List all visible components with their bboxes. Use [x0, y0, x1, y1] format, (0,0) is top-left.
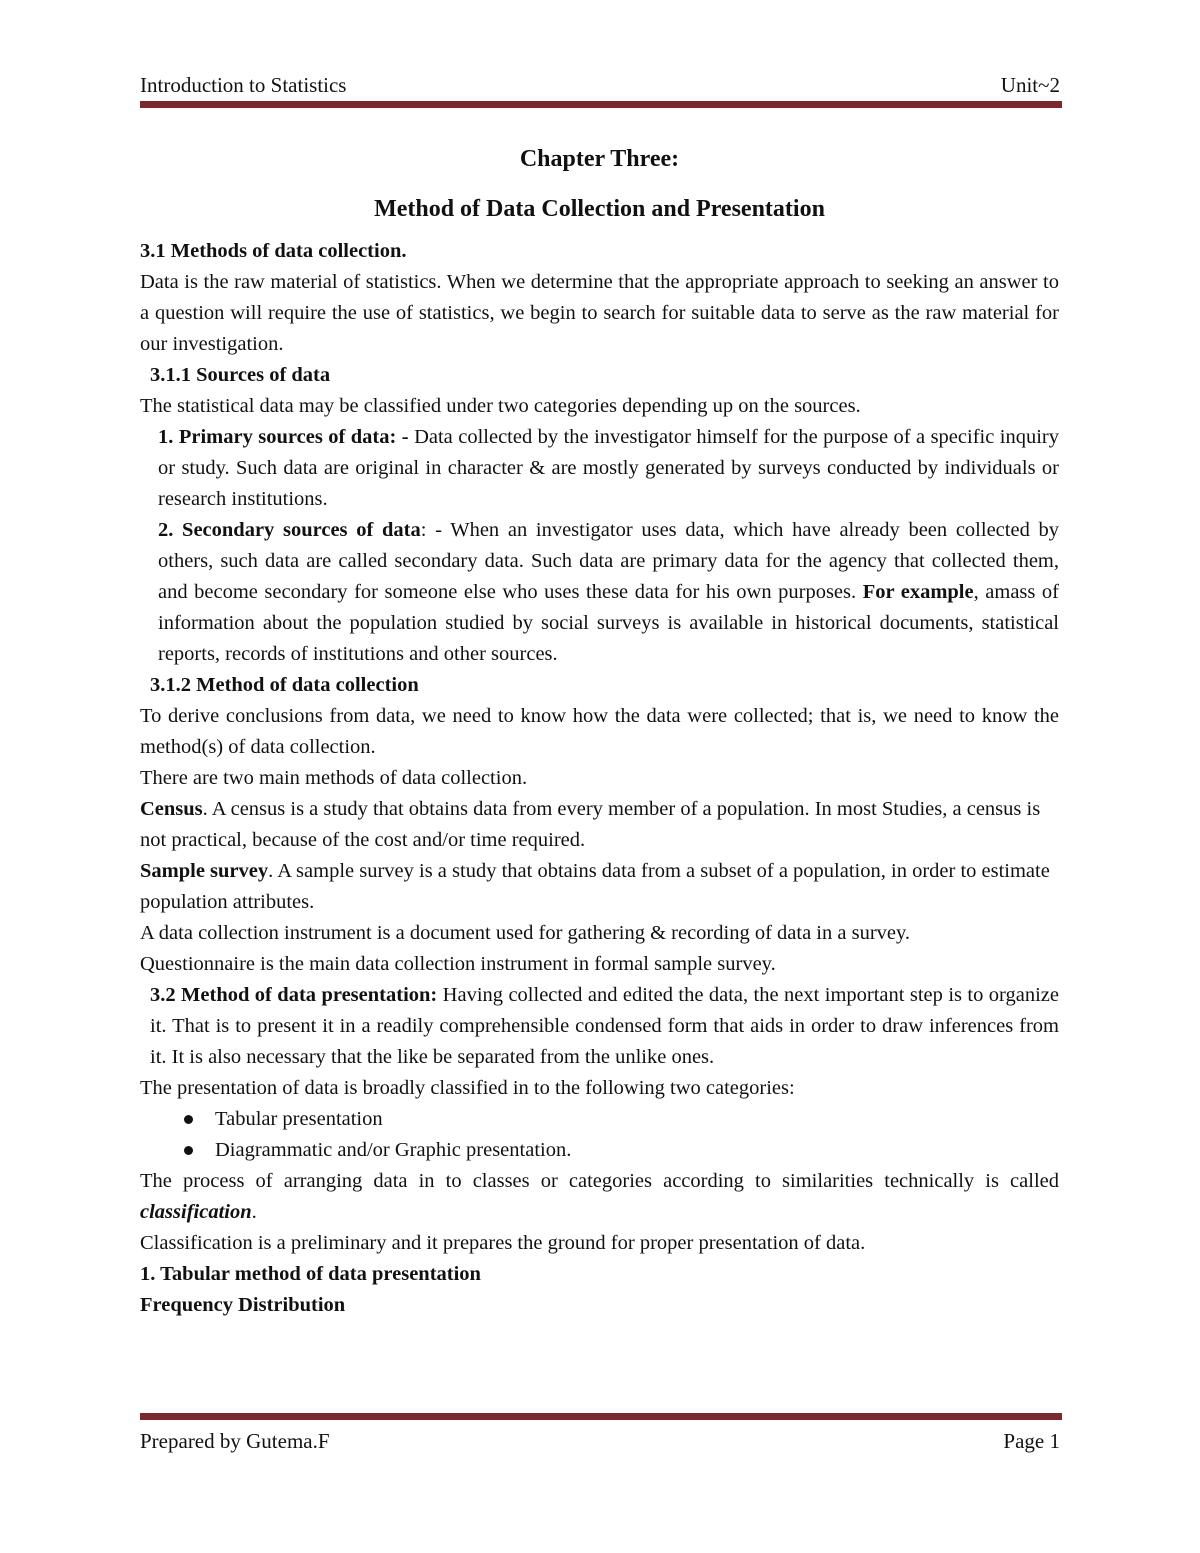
census-label: Census [140, 798, 203, 820]
chapter-title: Chapter Three: [519, 146, 680, 172]
section-3-1-1-body: The statistical data may be classified under two categories depending up on the sources. [140, 395, 861, 417]
classification-prelim: Classification is a preliminary and it prepares the ground for proper presentation of data. [140, 1232, 866, 1254]
presentation-categories-list [140, 1104, 1059, 1166]
header-rule [140, 101, 1062, 108]
list-item-label: Tabular presentation [215, 1108, 383, 1130]
instrument-paragraph: A data collection instrument is a document used for gathering & recording of data in a survey. [140, 922, 911, 944]
presentation-intro: The presentation of data is broadly classified in to the following two categories: [140, 1077, 795, 1099]
section-3-2-paragraph [140, 980, 1059, 1073]
frequency-distribution-heading: Frequency Distribution [140, 1294, 346, 1316]
tabular-method-heading: 1. Tabular method of data presentation [140, 1263, 481, 1285]
section-3-1-1-heading: 3.1.1 Sources of data [150, 364, 331, 386]
primary-sources-text: Data collected by the investigator himself for the purpose of a specific inquiry or study. Such data are original in character & are mostly generated by surveys conducted by individuals or research institutions. [158, 426, 1059, 510]
sample-survey-text: . A sample survey is a study that obtains data from a subset of a population, in order to estimate population attributes. [140, 860, 1050, 913]
bullet-icon [184, 1146, 193, 1155]
chapter-subtitle: Method of Data Collection and Presentation [374, 196, 825, 222]
section-3-1-heading: 3.1 Methods of data collection. [140, 240, 407, 262]
section-3-1-2-body-2: There are two main methods of data collection. [140, 767, 528, 789]
list-item [184, 1104, 1059, 1135]
header-course-title: Introduction to Statistics [140, 73, 347, 97]
header-unit-label: Unit~2 [1000, 73, 1060, 97]
secondary-sources-text: : - When an investigator uses data, which have already been collected by others, such data are called secondary data. Such data are primary data for the agency that collected them, and become secondary for someone else who uses these data for his own purposes. [158, 519, 1059, 603]
secondary-sources-paragraph [140, 515, 1059, 670]
footer-page-number: Page 1 [1003, 1429, 1060, 1453]
section-3-1-2-body-1: To derive conclusions from data, we need to know how the data were collected; that is, we need to know the method(s) of data collection. [140, 705, 1059, 758]
page-footer [140, 1428, 1060, 1454]
section-3-2-heading: 3.2 Method of data presentation: [150, 984, 438, 1006]
sample-survey-label: Sample survey [140, 860, 269, 882]
classification-paragraph [140, 1166, 1059, 1228]
questionnaire-paragraph: Questionnaire is the main data collection instrument in formal sample survey. [140, 953, 776, 975]
list-item [184, 1135, 1059, 1166]
example-label: For example [862, 581, 974, 603]
classification-text: The process of arranging data in to classes or categories according to similarities technically is called [140, 1170, 1059, 1192]
primary-sources-paragraph [140, 422, 1059, 515]
classification-term: classification [140, 1201, 252, 1223]
bullet-icon [184, 1115, 193, 1124]
secondary-sources-text-cont: , amass of information about the population studied by social surveys is available in historical documents, statistical reports, records of institutions and other sources. [158, 581, 1059, 665]
census-text: . A census is a study that obtains data from every member of a population. In most Studies, a census is not practical, because of the cost and/or time required. [140, 798, 1041, 851]
section-3-1-2-heading: 3.1.2 Method of data collection [150, 674, 419, 696]
classification-end: . [251, 1201, 257, 1223]
document-body [140, 140, 1059, 1321]
section-3-1-body: Data is the raw material of statistics. When we determine that the appropriate approach to seeking an answer to a question will require the use of statistics, we begin to search for suitable data to serve as the raw material for our investigation. [140, 271, 1059, 355]
sample-survey-paragraph [140, 856, 1059, 918]
footer-author: Prepared by Gutema.F [140, 1429, 330, 1453]
secondary-sources-label: 2. Secondary sources of data [158, 519, 421, 541]
section-3-2-body: Having collected and edited the data, the next important step is to organize it. That is to present it in a readily comprehensible condensed form that aids in order to draw inferences from it. It is also necessary that the like be separated from the unlike ones. [150, 984, 1059, 1068]
list-item-label: Diagrammatic and/or Graphic presentation. [215, 1139, 572, 1161]
census-paragraph [140, 794, 1059, 856]
primary-sources-label: 1. Primary sources of data: - [158, 426, 409, 448]
page-header [140, 72, 1060, 98]
footer-rule [140, 1413, 1062, 1420]
